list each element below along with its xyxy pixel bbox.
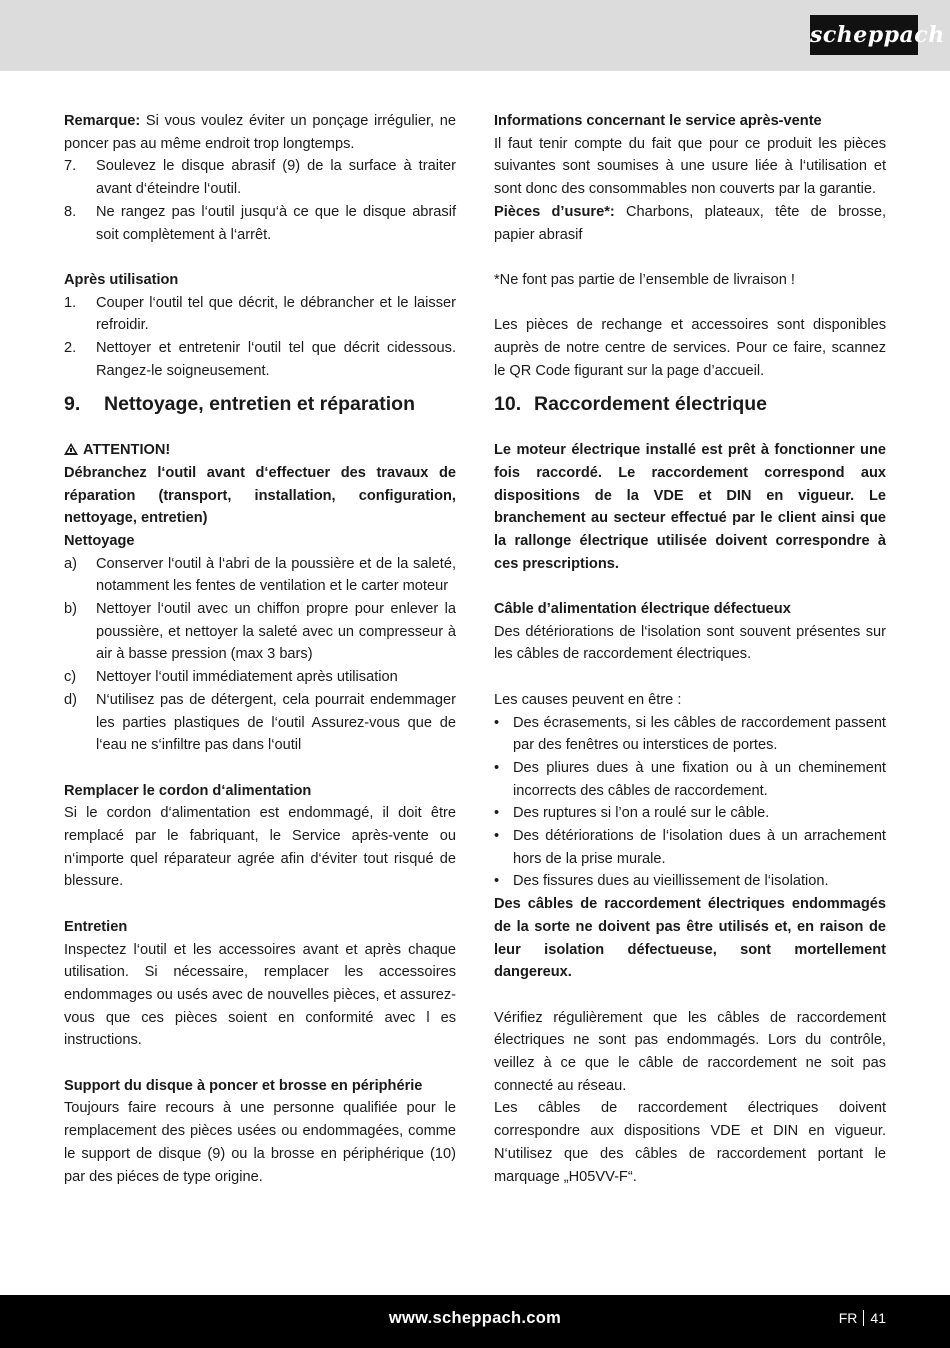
motor-text: Le moteur électrique installé est prêt à fonctionner une fois raccordé. Le raccordement correspond aux dispositions de la VDE et DIN en vigueur. Le branchement au secteur effectué par le client ainsi que la rallonge électrique utilisée doivent correspondre à ces prescriptions. <box>494 442 886 572</box>
scheppach-logo: scheppach <box>810 15 918 55</box>
list-number: 1. <box>64 294 77 311</box>
conform-text: Les câbles de raccordement électriques doivent correspondre aux dispositions VDE et DIN en vigueur. N‘utilisez que des câbles de raccordement portant le marquage „H05VV-F“. <box>494 1100 886 1185</box>
service-title: Informations concernant le service après-vente <box>494 113 822 129</box>
spare-parts-text: Les pièces de rechange et accessoires sont disponibles auprès de notre centre de services. Pour ce faire, scannez le QR Code figurant sur la page d’accueil. <box>494 317 886 379</box>
cord-text: Si le cordon d‘alimentation est endommagé, il doit être remplacé par le fabriquant, le Service après-vente ou n‘importe quel réparateur agrée afin d‘éviter tout risqué de blessure. <box>64 805 456 890</box>
cord-title: Remplacer le cordon d‘alimentation <box>64 782 312 799</box>
attention-line <box>64 439 456 462</box>
list-text: Des ruptures si l’on a roulé sur le câble. <box>513 805 770 822</box>
page-separator <box>863 1310 864 1326</box>
list-text: Couper l‘outil tel que décrit, le débrancher et le laisser refroidir. <box>96 294 456 334</box>
bullet-icon: • <box>494 828 500 845</box>
list-text: Soulevez le disque abrasif (9) de la surface à traiter avant d‘éteindre l‘outil. <box>96 158 456 198</box>
list-item <box>64 155 456 200</box>
list-letter: c) <box>64 669 77 686</box>
list-item <box>64 292 456 337</box>
list-text: Nettoyer et entretenir l‘outil tel que décrit cidessous. Rangez-le soigneusement. <box>96 340 456 379</box>
bullet-icon: • <box>494 873 500 890</box>
list-text: Des pliures dues à une fixation ou à un cheminement incorrects des câbles de raccordement. <box>513 759 886 799</box>
list-text: Des détériorations de l‘isolation dues à un arrachement hors de la prise murale. <box>513 828 886 867</box>
list-text: Ne rangez pas l‘outil jusqu‘à ce que le disque abrasif soit complètement à l‘arrêt. <box>96 203 456 243</box>
list-text: Des fissures dues au vieillissement de l‘isolation. <box>513 873 829 890</box>
list-number: 2. <box>64 340 77 357</box>
header-bar <box>0 0 950 71</box>
remark-label: Remarque: <box>64 113 141 129</box>
list-item <box>494 757 886 802</box>
right-column <box>494 110 886 1188</box>
wear-label: Pièces d’usure*: <box>494 203 615 220</box>
left-column <box>64 110 456 1188</box>
list-text: Des écrasements, si les câbles de raccordement passent par des fenêtres ou interstices de portes. <box>513 714 886 754</box>
bullet-icon: • <box>494 714 500 731</box>
after-use-title: Après utilisation <box>64 271 179 288</box>
bullet-icon: • <box>494 759 500 776</box>
page-indicator <box>839 1310 886 1326</box>
wear-text: Charbons, plateaux, tête de brosse, papier abrasif <box>494 203 886 243</box>
support-title: Support du disque à poncer et brosse en périphérie <box>64 1077 423 1094</box>
cleaning-title: Nettoyage <box>64 532 135 549</box>
list-item <box>64 666 456 689</box>
remark-text: Si vous voulez éviter un ponçage irrégulier, ne poncer pas au même endroit trop longtemps. <box>64 113 456 152</box>
list-item <box>494 825 886 870</box>
attention-text: Débranchez l‘outil avant d‘effectuer des travaux de réparation (transport, installation, configuration, nettoyage, entretien) <box>64 464 456 527</box>
section-number: 10. <box>494 393 522 416</box>
wear-parts <box>494 201 886 246</box>
maintenance-title: Entretien <box>64 918 128 935</box>
list-text: Conserver l‘outil à l‘abri de la poussière et de la saleté, notamment les fentes de ventilation et le carter moteur <box>96 555 456 595</box>
page-number: 41 <box>870 1310 886 1326</box>
list-letter: a) <box>64 555 77 572</box>
list-item <box>64 689 456 757</box>
section-title: Raccordement électrique <box>534 393 768 416</box>
remark-paragraph <box>64 110 456 155</box>
section-number: 9. <box>64 393 81 416</box>
attention-label: ATTENTION! <box>83 442 171 459</box>
list-item <box>64 201 456 246</box>
cable-title: Câble d’alimentation électrique défectueux <box>494 601 791 618</box>
list-number: 7. <box>64 158 77 175</box>
maintenance-text: Inspectez l‘outil et les accessoires avant et après chaque utilisation. Si nécessaire, remplacer les accessoires endommages ou usés avec de nouvelles pièces, et assurez-vous que ces pièces soient en conformité avec l es instructions. <box>64 941 456 1049</box>
list-text: Nettoyer l‘outil avec un chiffon propre pour enlever la poussière, et nettoyer la saleté avec un compresseur à air à basse pression (max 3 bars) <box>96 601 456 663</box>
support-text: Toujours faire recours à une personne qualifiée pour le remplacement des pièces usées ou endommagées, comme le support de disque (9) ou la brosse en périphérique (10) par des piéces de type origine. <box>64 1100 456 1185</box>
bullet-icon: • <box>494 805 500 822</box>
list-item <box>494 712 886 757</box>
section-title: Nettoyage, entretien et réparation <box>104 393 415 416</box>
list-item <box>64 598 456 666</box>
website-link[interactable]: www.scheppach.com <box>388 1309 562 1327</box>
service-text: Il faut tenir compte du fait que pour ce produit les pièces suivantes sont soumises à une usure liée à l‘utilisation et sont donc des consommables non couverts par la garantie. <box>494 135 886 198</box>
list-text: N‘utilisez pas de détergent, cela pourrait endemmager les parties plastiques de l‘outil Assurez-vous que de l‘eau ne s‘infiltre pas dans l‘outil <box>96 691 456 754</box>
section-10-heading <box>494 393 886 416</box>
not-included-note: *Ne font pas partie de l’ensemble de livraison ! <box>494 271 795 288</box>
warning-triangle-icon <box>64 443 78 455</box>
list-item <box>494 802 886 825</box>
cable-text: Des détériorations de l‘isolation sont souvent présentes sur les câbles de raccordement électriques. <box>494 623 886 663</box>
list-letter: d) <box>64 691 77 708</box>
list-item <box>64 553 456 598</box>
list-letter: b) <box>64 601 77 618</box>
list-text: Nettoyer l‘outil immédiatement après utilisation <box>96 669 398 686</box>
list-item <box>494 870 886 893</box>
language-code: FR <box>838 1310 858 1326</box>
footer-bar <box>0 1295 950 1348</box>
list-item <box>64 337 456 382</box>
section-9-heading <box>64 393 456 416</box>
check-text: Vérifiez régulièrement que les câbles de raccordement électriques ne sont pas endommagés. Lors du contrôle, veillez à ce que le câble de raccordement ne soit pas connecté au réseau. <box>494 1009 886 1094</box>
causes-intro: Les causes peuvent en être : <box>494 691 682 708</box>
list-number: 8. <box>64 203 77 220</box>
danger-text: Des câbles de raccordement électriques endommagés de la sorte ne doivent pas être utilisés et, en raison de leur isolation défectueuse, sont mortellement dangereux. <box>494 896 886 981</box>
